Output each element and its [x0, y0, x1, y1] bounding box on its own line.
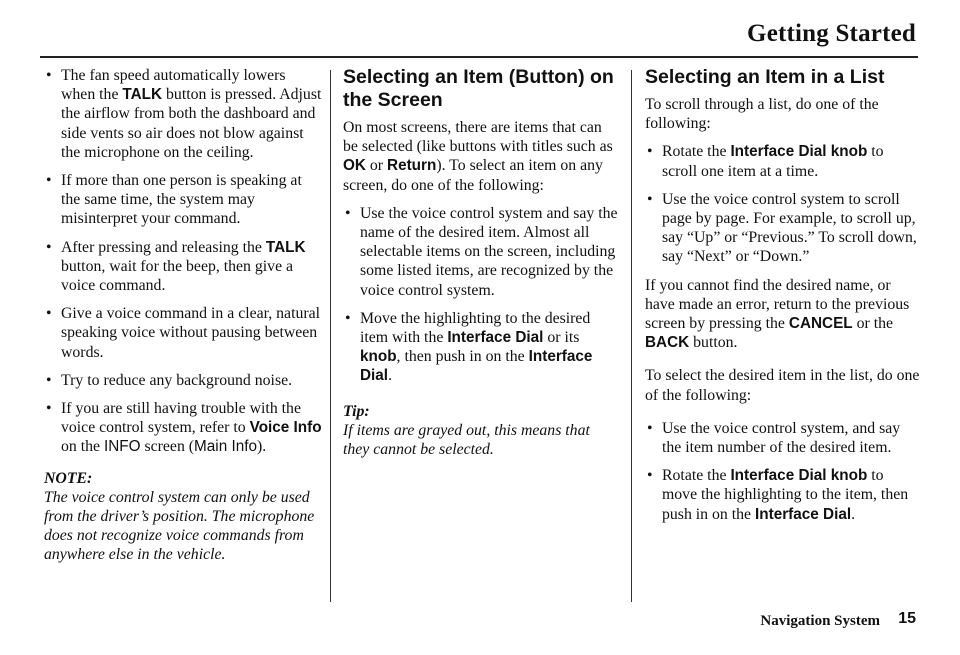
section-title-select-list: Selecting an Item in a List — [645, 66, 885, 88]
note-text: The voice control system can only be used from the driver’s position. The microphone does not recognize voice commands from anywhere else in the vehicle. — [44, 488, 315, 564]
col3-bullet-list-1 — [645, 142, 920, 266]
list-item: • Use the voice control system and say the name of the desired item. Almost all selectable items on the screen, including some listed items, are recognized by the voice control system. — [343, 204, 619, 300]
tip-label: Tip: — [343, 402, 370, 420]
footer-navigation-label: Navigation System — [760, 613, 880, 629]
list-item: • Try to reduce any background noise. — [44, 371, 322, 390]
list-item: • Give a voice command in a clear, natural speaking voice without pausing between words. — [44, 304, 322, 362]
col3-return-paragraph: If you cannot find the desired name, or have made an error, return to the previous screen by pressing the CANCEL or the BACK button. — [645, 276, 910, 352]
list-item: • Rotate the Interface Dial knob to scroll one item at a time. — [645, 142, 920, 180]
list-item: • If you are still having trouble with the voice control system, refer to Voice Info on the INFO screen (Main Info). — [44, 399, 322, 457]
list-item: • After pressing and releasing the TALK button, wait for the beep, then give a voice command. — [44, 238, 322, 296]
list-item: • The fan speed automatically lowers when the TALK button is pressed. Adjust the airflow from both the dashboard and side vents so air does not blow against the microphone on the ceiling. — [44, 66, 322, 162]
list-item: • Use the voice control system, and say the item number of the desired item. — [645, 419, 920, 457]
page-header-title: Getting Started — [747, 20, 916, 47]
tip-text: If items are grayed out, this means that they cannot be selected. — [343, 421, 590, 459]
list-item: • Move the highlighting to the desired item with the Interface Dial or its knob, then push in on the Interface Dial. — [343, 309, 619, 386]
column-2 — [343, 66, 619, 468]
column-divider-2 — [631, 70, 632, 602]
col1-bullet-list — [44, 66, 322, 457]
list-item: • If more than one person is speaking at the same time, the system may misinterpret your command. — [44, 171, 322, 229]
col3-select-paragraph: To select the desired item in the list, do one of the following: — [645, 367, 920, 404]
note-label: NOTE: — [44, 469, 93, 487]
section-title-select-button: Selecting an Item (Button) on the Screen — [343, 66, 614, 111]
list-item: • Rotate the Interface Dial knob to move the highlighting to the item, then push in on the Interface Dial. — [645, 466, 920, 524]
tip-block — [343, 402, 619, 460]
col3-bullet-list-2 — [645, 419, 920, 524]
column-3 — [645, 66, 920, 533]
col2-intro: On most screens, there are items that can be selected (like buttons with titles such as OK or Return). To select an item on any screen, do one of the following: — [343, 119, 613, 194]
col3-intro: To scroll through a list, do one of the following: — [645, 96, 879, 133]
column-divider-1 — [330, 70, 331, 602]
list-item: • Use the voice control system to scroll page by page. For example, to scroll up, say “Up” or “Previous.” To scroll down, say “Next” or “Down.” — [645, 190, 920, 267]
column-1 — [44, 66, 322, 574]
page-number: 15 — [898, 610, 916, 627]
note-block — [44, 469, 322, 565]
header-divider — [40, 56, 918, 58]
col2-bullet-list — [343, 204, 619, 386]
